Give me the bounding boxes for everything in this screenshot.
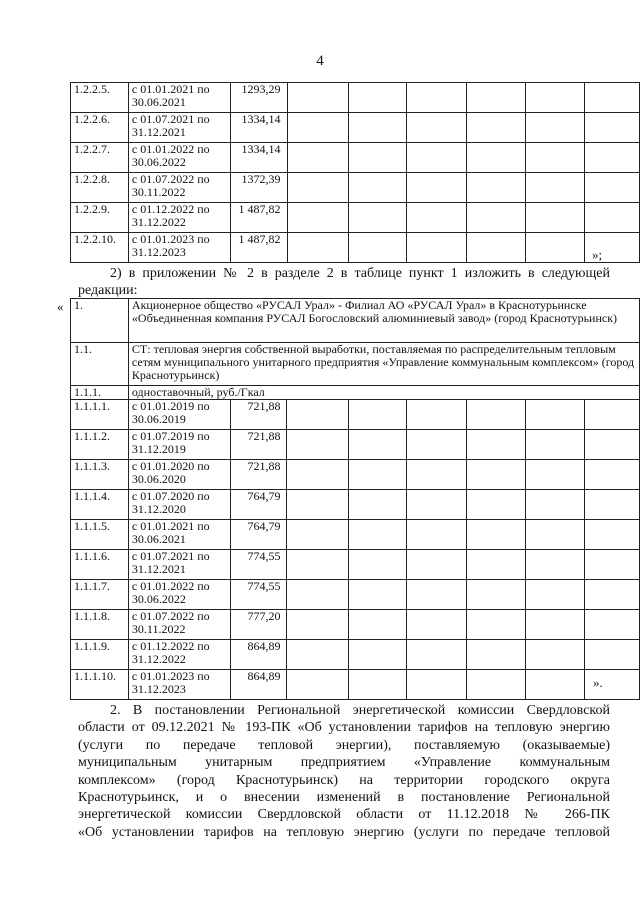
paragraph-line-text: «Об установлении тарифов на тепловую энергию (услуги по передаче тепловой	[78, 824, 610, 840]
empty-cell	[467, 400, 526, 430]
tariff-table-2	[70, 298, 640, 700]
empty-cell	[467, 83, 526, 113]
row-1-number: 1.	[71, 299, 129, 343]
empty-cell	[467, 610, 526, 640]
empty-cell	[349, 490, 407, 520]
empty-cell	[287, 143, 349, 173]
empty-cell	[585, 113, 640, 143]
paragraph-amend-2-line	[78, 789, 610, 806]
empty-cell	[287, 113, 349, 143]
table-row	[71, 173, 640, 203]
table-row	[71, 83, 640, 113]
empty-cell	[585, 640, 640, 670]
row-number: 1.1.1.8.	[71, 610, 129, 640]
empty-cell	[349, 203, 407, 233]
paragraph-amend-1	[78, 265, 610, 282]
empty-cell	[406, 550, 467, 580]
row-value: 721,88	[230, 460, 287, 490]
empty-cell	[585, 83, 640, 113]
row-1-organization: Акционерное общество «РУСАЛ Урал» - Филиал АО «РУСАЛ Урал» в Краснотурьинске «Объединенная компания РУСАЛ Богословский алюминиевый завод» (город Краснотурьинск)	[128, 299, 639, 343]
row-value: 774,55	[230, 550, 287, 580]
row-value: 721,88	[230, 430, 287, 460]
empty-cell	[406, 580, 467, 610]
row-period: с 01.01.2020 по 30.06.2020	[128, 460, 230, 490]
empty-cell	[287, 580, 349, 610]
paragraph-amend-2-line	[78, 737, 610, 754]
row-value: 864,89	[230, 670, 287, 700]
empty-cell	[406, 430, 467, 460]
row-value: 721,88	[230, 400, 287, 430]
empty-cell	[349, 640, 407, 670]
table-row	[71, 520, 640, 550]
empty-cell	[585, 550, 640, 580]
page-number: 4	[316, 53, 324, 69]
empty-cell	[525, 670, 585, 700]
row-period: с 01.07.2020 по 31.12.2020	[128, 490, 230, 520]
paragraph-amend-1-line1: 2) в приложении № 2 в разделе 2 в таблице пункт 1 изложить в следующей	[110, 266, 610, 281]
row-number: 1.2.2.7.	[71, 143, 129, 173]
row-value: 774,55	[230, 580, 287, 610]
empty-cell	[525, 430, 585, 460]
row-period: с 01.07.2021 по 31.12.2021	[128, 113, 230, 143]
row-period: с 01.07.2019 по 31.12.2019	[128, 430, 230, 460]
table-row	[71, 233, 640, 263]
paragraph-amend-2-line	[78, 806, 610, 823]
row-1-1-1-description: одноставочный, руб./Гкал	[128, 386, 639, 400]
empty-cell	[406, 520, 467, 550]
empty-cell	[525, 173, 585, 203]
empty-cell	[467, 113, 526, 143]
table-row	[71, 113, 640, 143]
empty-cell	[585, 203, 640, 233]
empty-cell	[349, 83, 407, 113]
row-period: с 01.01.2023 по 31.12.2023	[128, 233, 230, 263]
empty-cell	[467, 640, 526, 670]
empty-cell	[406, 233, 467, 263]
empty-cell	[287, 83, 349, 113]
empty-cell	[349, 580, 407, 610]
row-value: 1372,39	[230, 173, 287, 203]
paragraph-line-text: комплексом» (город Краснотурьинск) на территории городского округа	[78, 772, 610, 788]
row-period: с 01.01.2021 по 30.06.2021	[128, 520, 230, 550]
row-value: 1293,29	[230, 83, 287, 113]
empty-cell	[467, 460, 526, 490]
row-period: с 01.01.2023 по 31.12.2023	[128, 670, 230, 700]
empty-cell	[467, 143, 526, 173]
row-period: с 01.12.2022 по 31.12.2022	[128, 203, 230, 233]
row-1-1-description: СТ: тепловая энергия собственной выработки, поставляемая по распределительным тепловым сетям муниципального унитарного предприятия «Управление коммунальным комплексом» (город Краснотурьинск)	[128, 343, 639, 386]
table2-opening-quote: «	[57, 299, 64, 314]
empty-cell	[287, 430, 349, 460]
empty-cell	[287, 173, 349, 203]
row-number: 1.2.2.10.	[71, 233, 129, 263]
empty-cell	[287, 400, 349, 430]
empty-cell	[406, 490, 467, 520]
empty-cell	[467, 550, 526, 580]
empty-cell	[287, 610, 349, 640]
paragraph-amend-2-line	[78, 772, 610, 789]
row-number: 1.1.1.1.	[71, 400, 129, 430]
row-number: 1.2.2.5.	[71, 83, 129, 113]
row-period: с 01.07.2021 по 31.12.2021	[128, 550, 230, 580]
row-value: 764,79	[230, 490, 287, 520]
table-row	[71, 550, 640, 580]
row-value: 764,79	[230, 520, 287, 550]
empty-cell	[467, 203, 526, 233]
row-number: 1.1.1.5.	[71, 520, 129, 550]
empty-cell	[406, 610, 467, 640]
table1-closing-quote: »;	[592, 247, 603, 262]
empty-cell	[287, 520, 349, 550]
empty-cell	[349, 400, 407, 430]
empty-cell	[467, 580, 526, 610]
table-row	[71, 580, 640, 610]
paragraph-amend-2-line	[78, 702, 610, 719]
row-number: 1.1.1.4.	[71, 490, 129, 520]
row-number: 1.1.1.7.	[71, 580, 129, 610]
empty-cell	[406, 83, 467, 113]
empty-cell	[525, 400, 585, 430]
empty-cell	[467, 430, 526, 460]
paragraph-amend-2-line	[78, 719, 610, 736]
empty-cell	[525, 460, 585, 490]
row-period: с 01.07.2022 по 30.11.2022	[128, 173, 230, 203]
empty-cell	[585, 143, 640, 173]
empty-cell	[349, 143, 407, 173]
empty-cell	[406, 113, 467, 143]
empty-cell	[406, 400, 467, 430]
row-period: с 01.07.2022 по 30.11.2022	[128, 610, 230, 640]
row-1-1-number: 1.1.	[71, 343, 129, 386]
empty-cell	[525, 203, 585, 233]
table2-closing-quote: ».	[593, 675, 603, 690]
empty-cell	[406, 203, 467, 233]
row-number: 1.1.1.9.	[71, 640, 129, 670]
empty-cell	[349, 520, 407, 550]
empty-cell	[349, 670, 407, 700]
empty-cell	[349, 430, 407, 460]
empty-cell	[349, 173, 407, 203]
row-number: 1.2.2.8.	[71, 173, 129, 203]
empty-cell	[467, 670, 526, 700]
empty-cell	[585, 460, 640, 490]
empty-cell	[525, 113, 585, 143]
paragraph-amend-2-line	[78, 754, 610, 771]
empty-cell	[349, 550, 407, 580]
paragraph-line-text: энергетической комиссии Свердловской области от 11.12.2018 № 266-ПК	[78, 807, 610, 823]
empty-cell	[406, 143, 467, 173]
empty-cell	[525, 233, 585, 263]
empty-cell	[287, 640, 349, 670]
row-period: с 01.01.2019 по 30.06.2019	[128, 400, 230, 430]
empty-cell	[406, 460, 467, 490]
table-row	[71, 460, 640, 490]
empty-cell	[525, 610, 585, 640]
row-number: 1.2.2.9.	[71, 203, 129, 233]
empty-cell	[585, 400, 640, 430]
empty-cell	[525, 550, 585, 580]
empty-cell	[349, 460, 407, 490]
table-row	[71, 610, 640, 640]
empty-cell	[525, 580, 585, 610]
table-row	[71, 400, 640, 430]
empty-cell	[585, 580, 640, 610]
empty-cell	[585, 490, 640, 520]
empty-cell	[525, 520, 585, 550]
paragraph-line-text: муниципальным унитарным предприятием «Управление коммунальным	[78, 755, 610, 771]
paragraph-line-text: области от 09.12.2021 № 193-ПК «Об установлении тарифов на тепловую энергию	[78, 720, 610, 736]
row-period: с 01.01.2022 по 30.06.2022	[128, 143, 230, 173]
empty-cell	[525, 490, 585, 520]
row-value: 1 487,82	[230, 203, 287, 233]
table-row	[71, 670, 640, 700]
empty-cell	[287, 550, 349, 580]
row-period: с 01.01.2022 по 30.06.2022	[128, 580, 230, 610]
row-value: 1 487,82	[230, 233, 287, 263]
row-number: 1.1.1.10.	[71, 670, 129, 700]
empty-cell	[287, 490, 349, 520]
row-period: с 01.01.2021 по 30.06.2021	[128, 83, 230, 113]
table-row	[71, 203, 640, 233]
empty-cell	[467, 233, 526, 263]
table-row	[71, 143, 640, 173]
empty-cell	[349, 233, 407, 263]
empty-cell	[406, 640, 467, 670]
paragraph-amend-2-line	[78, 824, 610, 841]
empty-cell	[525, 143, 585, 173]
paragraph-line-text: 2. В постановлении Региональной энергетической комиссии Свердловской	[110, 703, 610, 718]
empty-cell	[585, 520, 640, 550]
empty-cell	[525, 83, 585, 113]
row-value: 864,89	[230, 640, 287, 670]
row-number: 1.2.2.6.	[71, 113, 129, 143]
empty-cell	[585, 173, 640, 203]
empty-cell	[287, 670, 349, 700]
row-number: 1.1.1.3.	[71, 460, 129, 490]
empty-cell	[287, 203, 349, 233]
row-1-1-1-number: 1.1.1.	[71, 386, 129, 400]
paragraph-line-text: Краснотурьинск, и о внесении изменений в постановление Региональной	[78, 790, 610, 805]
empty-cell	[287, 460, 349, 490]
row-period: с 01.12.2022 по 31.12.2022	[128, 640, 230, 670]
empty-cell	[585, 430, 640, 460]
row-number: 1.1.1.6.	[71, 550, 129, 580]
tariff-table-1	[70, 82, 640, 263]
empty-cell	[585, 610, 640, 640]
paragraph-line-text: (услуги по передаче тепловой энергии), поставляемую (оказываемые)	[78, 737, 610, 753]
row-value: 1334,14	[230, 113, 287, 143]
empty-cell	[349, 113, 407, 143]
empty-cell	[467, 520, 526, 550]
row-number: 1.1.1.2.	[71, 430, 129, 460]
row-value: 1334,14	[230, 143, 287, 173]
empty-cell	[406, 173, 467, 203]
empty-cell	[287, 233, 349, 263]
row-value: 777,20	[230, 610, 287, 640]
empty-cell	[349, 610, 407, 640]
empty-cell	[467, 490, 526, 520]
empty-cell	[467, 173, 526, 203]
empty-cell	[525, 640, 585, 670]
table-row	[71, 430, 640, 460]
table-row	[71, 490, 640, 520]
table-row	[71, 640, 640, 670]
empty-cell	[406, 670, 467, 700]
paragraph-amend-1-tail: редакции:	[78, 283, 138, 298]
